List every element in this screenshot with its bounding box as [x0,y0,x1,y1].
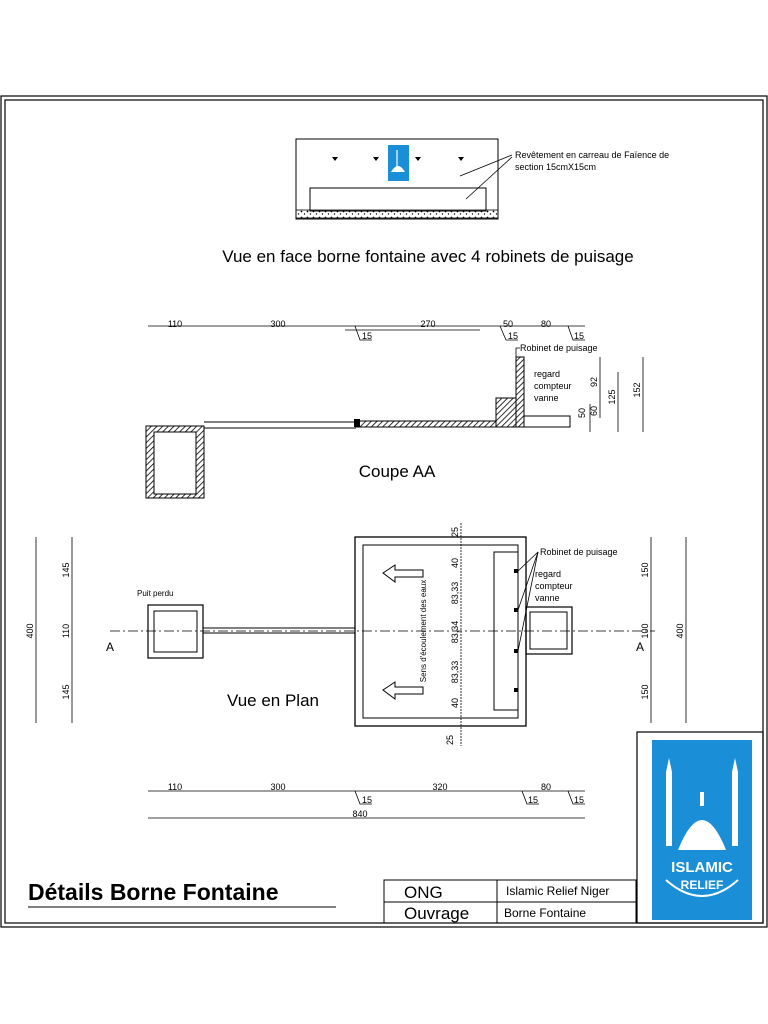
front-note-line2: section 15cmX15cm [515,162,597,172]
dim-92: 92 [589,376,599,388]
dim-25: 25 [450,526,460,538]
dim-15: 15 [528,795,539,805]
front-note-line1: Revêtement en carreau de Faïence de [515,150,670,160]
front-view-caption: Vue en face borne fontaine avec 4 robinets de puisage [222,247,634,266]
plan-meter-label: vanne [535,593,560,603]
section-marker-a-left: A [105,640,115,654]
islamic-relief-logo [637,732,763,923]
section-meter-label: compteur [534,381,572,391]
dim-60: 60 [589,405,599,417]
dim-50: 50 [502,319,514,329]
dim-400: 400 [675,623,685,639]
dim-840: 840 [352,809,368,819]
plan-meter-label: regard [535,569,562,579]
plan-tap-label: Robinet de puisage [540,547,618,557]
dim-270: 270 [420,319,436,329]
section-meter-label: vanne [534,393,559,403]
logo-text-top: ISLAMIC [671,859,733,876]
logo-text-bottom: RELIEF [680,878,724,892]
title-block [28,879,636,923]
section-caption: Coupe AA [358,462,436,481]
dim-40: 40 [450,557,460,569]
dim-145: 145 [61,562,71,578]
dim-100: 100 [640,623,650,639]
dim-40: 40 [450,697,460,709]
dim-110: 110 [167,782,183,792]
dim-110: 110 [61,623,71,639]
dim-80: 80 [540,782,552,792]
plan-view [25,523,686,819]
front-logo-icon [388,145,409,181]
dim-83-33: 83,33 [450,581,460,605]
section-view [146,319,643,498]
dim-15: 15 [574,331,585,341]
section-marker-a-right: A [635,640,645,654]
plan-meter-label: compteur [535,581,573,591]
dim-110: 110 [167,319,183,329]
pit-label: Puit perdu [137,589,174,598]
dim-300: 300 [270,319,286,329]
ong-label: ONG [404,883,443,902]
dim-125: 125 [607,389,617,405]
dim-50: 50 [577,407,587,419]
dim-145: 145 [61,684,71,700]
dim-152: 152 [632,382,642,398]
section-meter-label: regard [534,369,561,379]
sheet-title: Détails Borne Fontaine [28,879,279,905]
flow-label: Sens d'écoulement des eaux [419,579,428,683]
dim-25: 25 [445,734,455,746]
ong-value: Islamic Relief Niger [506,884,610,898]
dim-15: 15 [362,795,373,805]
inner-border [5,100,763,923]
plan-caption: Vue en Plan [227,691,319,710]
dim-15: 15 [574,795,585,805]
dim-150: 150 [640,562,650,578]
dim-320: 320 [432,782,448,792]
dim-83-34: 83,34 [450,620,460,644]
section-tap-label: Robinet de puisage [520,343,598,353]
ouvrage-value: Borne Fontaine [504,906,587,920]
dim-15: 15 [362,331,373,341]
front-view [222,139,669,266]
dim-300: 300 [270,782,286,792]
ouvrage-label: Ouvrage [404,904,470,923]
dim-15: 15 [508,331,519,341]
dim-83-33: 83,33 [450,660,460,684]
dim-150: 150 [640,684,650,700]
dim-80: 80 [540,319,552,329]
dim-400: 400 [25,623,35,639]
